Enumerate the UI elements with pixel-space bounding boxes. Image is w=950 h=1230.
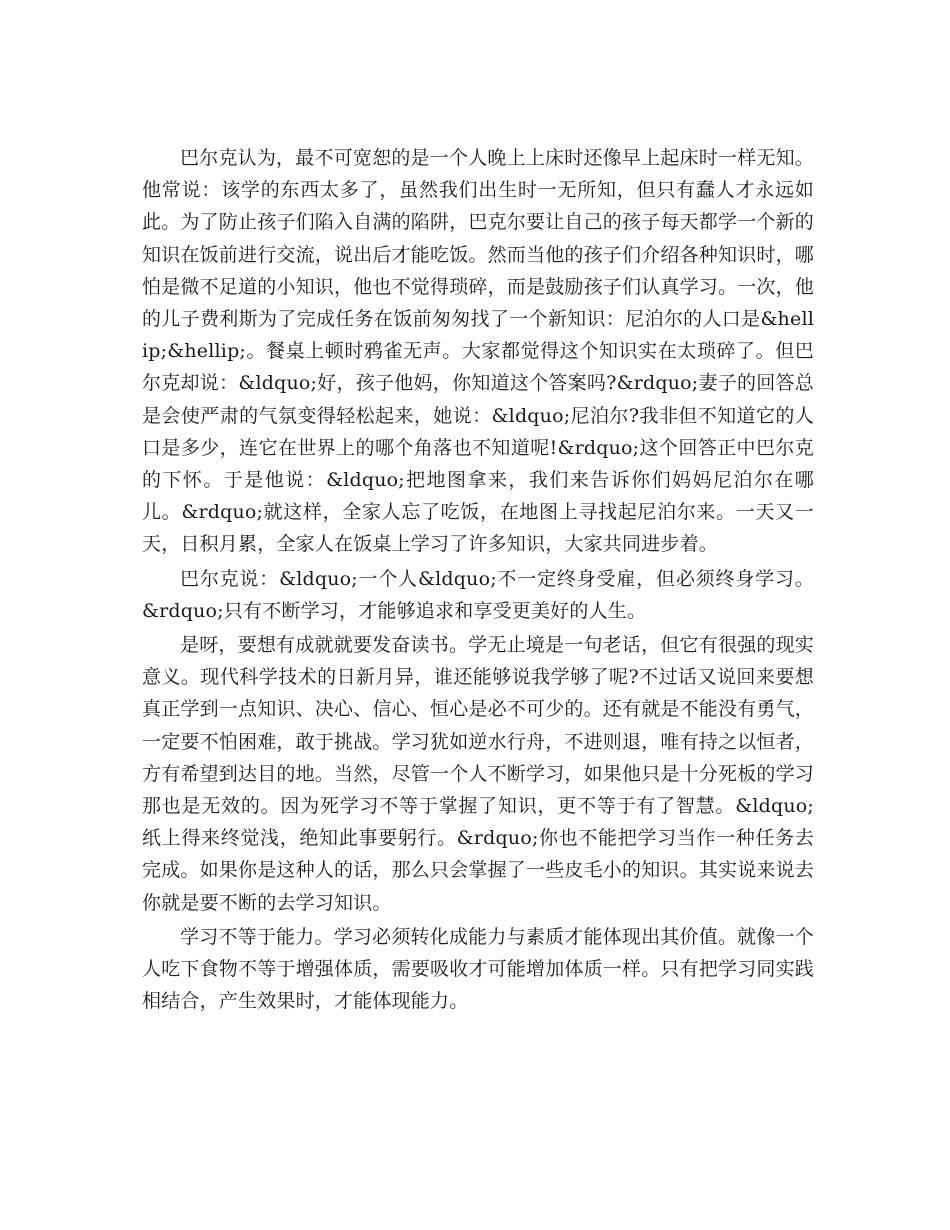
document-body [142,142,814,1019]
paragraph-learning-vs-ability: 学习不等于能力。学习必须转化成能力与素质才能体现出其价值。就像一个人吃下食物不等于增强体质，需要吸收才可能增加体质一样。只有把学习同实践相结合，产生效果时，才能体现能力。 [142,925,815,1013]
paragraph-study-hard: 是呀，要想有成就就要发奋读书。学无止境是一句老话，但它有很强的现实意义。现代科学技术的日新月异，谁还能够说我学够了呢?不过话又说回来要想真正学到一点知识、决心、信心、恒心是必不可少的。还有就是不能没有勇气，一定要不怕困难，敢于挑战。学习犹如逆水行舟，不进则退，唯有持之以恒者，方有希望到达目的地。当然，尽管一个人不断学习，如果他只是十分死板的学习那也是无效的。因为死学习不等于掌握了知识，更不等于有了智慧。&ldquo;纸上得来终觉浅，绝知此事要躬行。&rdquo;你也不能把学习当作一种任务去完成。如果你是这种人的话，那么只会掌握了一些皮毛小的知识。其实说来说去你就是要不断的去学习知识。 [142,634,815,914]
paragraph-lifelong-learning: 巴尔克说：&ldquo;一个人&ldquo;不一定终身受雇，但必须终身学习。&rdquo;只有不断学习，才能够追求和享受更美好的人生。 [142,567,814,622]
paragraph-balzac-story: 巴尔克认为，最不可宽恕的是一个人晚上上床时还像早上起床时一样无知。他常说：该学的东西太多了，虽然我们出生时一无所知，但只有蠢人才永远如此。为了防止孩子们陷入自满的陷阱，巴克尔要让自己的孩子每天都学一个新的知识在饭前进行交流，说出后才能吃饭。然而当他的孩子们介绍各种知识时，哪怕是微不足道的小知识，他也不觉得琐碎，而是鼓励孩子们认真学习。一次，他的儿子费利斯为了完成任务在饭前匆匆找了一个新知识：尼泊尔的人口是&hellip;&hellip;。餐桌上顿时鸦雀无声。大家都觉得这个知识实在太琐碎了。但巴尔克却说：&ldquo;好，孩子他妈，你知道这个答案吗?&rdquo;妻子的回答总是会使严肃的气氛变得轻松起来，她说：&ldquo;尼泊尔?我非但不知道它的人口是多少，连它在世界上的哪个角落也不知道呢!&rdquo;这个回答正中巴尔克的下怀。于是他说：&ldquo;把地图拿来，我们来告诉你们妈妈尼泊尔在哪儿。&rdquo;就这样，全家人忘了吃饭，在地图上寻找起尼泊尔来。一天又一天，日积月累，全家人在饭桌上学习了许多知识，大家共同进步着。 [142,147,815,556]
